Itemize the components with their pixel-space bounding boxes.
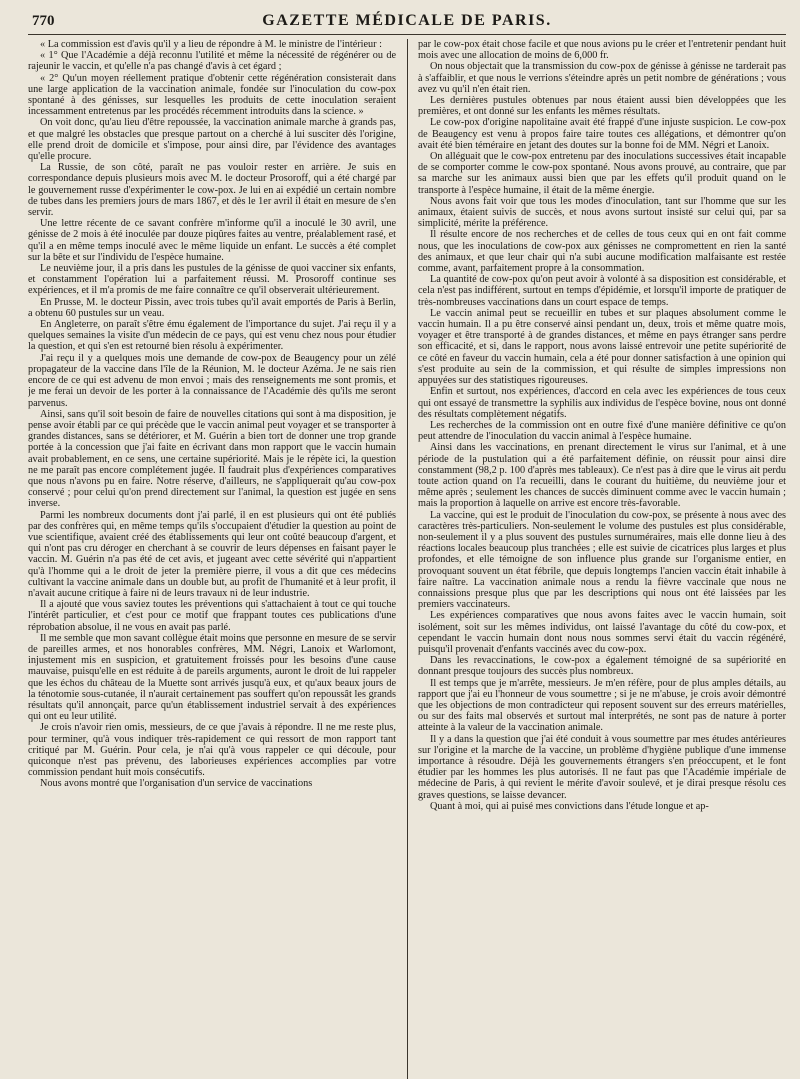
paragraph: Je crois n'avoir rien omis, messieurs, de ce que j'avais à répondre. Il ne me reste plus, pour terminer, qu'à vous indiquer très-rapidement ce qui ressort de mon rapport tant critiqué par M. Guérin. Pour cela, je n'ai qu'à vous rappeler ce qui découle, pour quiconque n'est pas prévenu, des laborieuses expériences accomplies par votre commission pendant huit mois consécutifs. <box>28 722 396 779</box>
text-columns <box>28 39 786 1079</box>
paragraph: Il résulte encore de nos recherches et de celles de tous ceux qui en ont fait comme nous, que les inoculations de cow-pox aux génisses ne compromettent en rien la santé des animaux, et que leur chair qui n'a subi aucune modification malfaisante est restée comme, avant, parfaitement propre à la consommation. <box>418 229 786 275</box>
paragraph: La quantité de cow-pox qu'on peut avoir à volonté à sa disposition est considérable, et cela n'est pas indifférent, surtout en temps d'épidémie, et lorsqu'il importe de pratiquer de très-nombreuses vaccinations dans un court espace de temps. <box>418 274 786 308</box>
paragraph: Les recherches de la commission ont en outre fixé d'une manière définitive ce qu'on peut attendre de l'inoculation du vaccin animal à l'espèce humaine. <box>418 419 786 443</box>
paragraph: Enfin et surtout, nos expériences, d'accord en cela avec les expériences de tous ceux qui ont essayé de transmettre la syphilis aux individus de l'espèce bovine, nous ont donné des résultats complètement négatifs. <box>418 386 786 420</box>
paragraph: Ainsi dans les vaccinations, en prenant directement le virus sur l'animal, et à une période de la pustulation qui a été parfaitement définie, on réussit pour ainsi dire constamment (98,2 p. 100 d'après mes tableaux). Ce n'est pas à dire que le virus ait perdu toute action quand on l'a recueilli, dans le courant du huitième, du neuvième jour et même après ; seulement les chances de succès diminuent comme avec le vaccin humain ; mais la proportion à laquelle on arrive est encore très-favorable. <box>418 442 786 510</box>
paragraph: La Russie, de son côté, paraît ne pas vouloir rester en arrière. Je suis en correspondance depuis plusieurs mois avec M. le docteur Prosoroff, qui a été chargé par le gouvernement russe d'expérimenter le cow-pox. Je lui en ai expédié un certain nombre de tubes dans les premiers jours de mars 1867, et dès le 1er avril il était en mesure de s'en servir. <box>28 162 396 219</box>
paragraph: « 1° Que l'Académie a déjà reconnu l'utilité et même la nécessité de régénérer ou de rajeunir le vaccin, et qu'elle n'a pas changé d'avis à cet égard ; <box>28 50 396 73</box>
paragraph: Dans les revaccinations, le cow-pox a également témoigné de sa supériorité en donnant presque toujours des succès plus nombreux. <box>418 655 786 678</box>
paragraph: Il me semble que mon savant collègue était moins que personne en mesure de se servir de pareilles armes, et nos honorables confrères, MM. Négri, Lanoix et Warlomont, injustement mis en suspicion, et gratuitement froissés pour les besoins d'une cause mauvaise, puisqu'elle en est réduite à de pareils arguments, auront le droit de lui rappeler que les échos du château de la Muette sont arrivés jusqu'à eux, et qu'aux beaux jours de la ténotomie sous-cutanée, il n'aurait certainement pas souffert qu'on repoussât les grands résultats qu'il annonçait, parce qu'un établissement industriel servait à des expériences qui ont eu leur utilité. <box>28 632 396 723</box>
paragraph: Les dernières pustules obtenues par nous étaient aussi bien développées que les premières, et ont donné sur les enfants les mêmes résultats. <box>418 95 786 118</box>
right-column <box>418 39 786 1079</box>
paragraph: Il a ajouté que vous saviez toutes les préventions qui s'attachaient à tout ce qui touche l'intérêt particulier, et c'est pour ce motif que frappant toutes ces publications d'une réprobation absolue, il ne vous en avait pas parlé. <box>28 599 396 633</box>
column-rule <box>407 39 408 1079</box>
paragraph: Les expériences comparatives que nous avons faites avec le vaccin humain, soit isolément, soit sur les mêmes individus, ont laissé l'avantage du côté du cow-pox, et cependant le vaccin humain dont nous nous sommes servi était du vaccin régénéré, puisqu'il provenait d'enfants vaccinés avec du cow-pox. <box>418 610 786 655</box>
paragraph: On nous objectait que la transmission du cow-pox de génisse à génisse ne tarderait pas à s'affaiblir, et que nous le verrions s'éteindre après un petit nombre de générations ; vous avez vu qu'il n'en était rien. <box>418 61 786 95</box>
paragraph: En Angleterre, on paraît s'être ému également de l'importance du sujet. J'ai reçu il y a quelques semaines la visite d'un médecin de ce pays, qui est venu chez nous pour étudier la question, et qui s'en est retourné bien résolu à expérimenter. <box>28 319 396 353</box>
paragraph: Nous avons montré que l'organisation d'un service de vaccinations <box>40 778 313 790</box>
paragraph: Le cow-pox d'origine napolitaine avait été frappé d'une injuste suspicion. Le cow-pox de Beaugency est venu à propos faire taire toutes ces allégations, et démontrer qu'on avait été bien téméraire en jetant des doutes sur la bonne foi de MM. Négri et Lanoix. <box>418 117 786 151</box>
running-head: GAZETTE MÉDICALE DE PARIS. <box>262 12 552 29</box>
paragraph: J'ai reçu il y a quelques mois une demande de cow-pox de Beaugency pour un zélé propagateur de la vaccine dans l'île de la Réunion, M. le docteur Azéma. Je ne sais rien encore de ce qui est advenu de mon envoi ; mais des renseignements me sont promis, et je me ferai un devoir de les porter à la connaissance de l'Académie dès qu'ils me seront parvenus. <box>28 352 396 409</box>
paragraph: Ainsi, sans qu'il soit besoin de faire de nouvelles citations qui sont à ma disposition, je pense avoir établi par ce qui précède que le vaccin animal peut voyager et se transporter à grandes distances, sans se détériorer, et M. Guérin a bien tort de donner une trop grande portée à la concession que j'ai faite en écrivant dans mon rapport que le vaccin humain avait probablement, en ce sens, une certaine supériorité. Mais je le répète ici, la question ne me paraît pas encore complétement jugée. Il faudrait plus d'expériences comparatives que nous n'avons pu en faire. Notre réserve, d'ailleurs, ne s'appliquerait qu'au cow-pox conservé ; pour celui qu'on prend directement sur l'animal, la question est jugée en sens inverse. <box>28 408 396 510</box>
page-number: 770 <box>32 13 55 29</box>
page-header <box>28 12 786 35</box>
left-column <box>28 39 396 1079</box>
paragraph: Une lettre récente de ce savant confrère m'informe qu'il a inoculé le 30 avril, une génisse de 2 mois à été inoculée par douze piqûres faites au ventre, préalablement rasé, et qu'il a en même temps inoculé avec le même liquide un enfant. Le succès a été complet sur la bête et sur l'individu de l'espèce humaine. <box>28 218 396 263</box>
paragraph: On voit donc, qu'au lieu d'être repoussée, la vaccination animale marche à grands pas, et que malgré les obstacles que presque partout on a cherché à lui susciter dès l'origine, elle prend droit de domicile et s'impose, pour ainsi dire, par l'évidence des avantages qu'elle procure. <box>28 117 396 163</box>
paragraph: On alléguait que le cow-pox entretenu par des inoculations successives était incapable de se comporter comme le cow-pox spontané. Nous avons prouvé, au contraire, que par sa marche sur les animaux aussi bien que par les effets qu'il produit quand on le transporte à l'espèce humaine, il était de la même énergie. <box>418 151 786 196</box>
paragraph: « La commission est d'avis qu'il y a lieu de répondre à M. le ministre de l'intérieur : <box>40 39 382 50</box>
paragraph: « 2° Qu'un moyen réellement pratique d'obtenir cette régénération consisterait dans une large application de la vaccination animale, fondée sur l'inoculation du cow-pox spontané à des génisses, sur lesquelles les produits de cette inoculation seraient incessamment entretenus par les procédés récemment introduits dans la science. » <box>28 72 396 118</box>
paragraph: par le cow-pox était chose facile et que nous avions pu le créer et l'entretenir pendant huit mois avec une allocation de moins de 6,000 fr. <box>418 39 786 62</box>
paragraph: La vaccine, qui est le produit de l'inoculation du cow-pox, se présente à nous avec des caractères très-particuliers. Non-seulement le volume des pustules est plus considérable, non-seulement il y a plus souvent des pustules surnuméraires, mais elle donne lieu à des réactions locales beaucoup plus tranchées ; elle est suivie de cicatrices plus larges et plus profondes, et elle témoigne de son influence plus grande sur l'organisme entier, en provoquant souvent un état fébrile, que depuis longtemps l'ancien vaccin était inhabile à faire naître. La vaccination animale nous a rendu la fièvre vaccinale que nous ne connaissions presque plus que par les descriptions qui nous ont été laissées par les premiers vaccinateurs. <box>418 509 786 611</box>
paragraph: Quant à moi, qui ai puisé mes convictions dans l'étude longue et ap- <box>430 800 709 812</box>
paragraph: Il y a dans la question que j'ai été conduit à vous soumettre par mes études antérieures sur l'origine et la marche de la vaccine, un problème d'hygiène publique d'une immense importance à résoudre. Déjà les gouvernements étrangers s'en préoccupent, et le font étudier par les hommes les plus autorisés. Il ne faut pas que l'Académie impériale de médecine de Paris, à qui revient le mérite d'avoir soulevé, et je dirai presque résolu ces graves questions, se laisse devancer. <box>418 733 786 801</box>
paragraph: Le vaccin animal peut se recueillir en tubes et sur plaques absolument comme le vaccin humain. Il a pu être conservé ainsi pendant un, deux, trois et même quatre mois, voyager et être transporté à de grandes distances, et même en pays étranger sans perdre son efficacité, et si, dans le rapport, nous avons laissé entrevoir une petite supériorité de ce côté en faveur du vaccin humain, cela a été pour donner satisfaction à une opinion qui s'est produite au sein de la commission, et qui résulte de simples impressions non appuyées sur des statistiques rigoureuses. <box>418 307 786 387</box>
paragraph: Il est temps que je m'arrête, messieurs. Je m'en réfère, pour de plus amples détails, au rapport que j'ai eu l'honneur de vous soumettre ; si je ne m'abuse, je crois avoir démontré que les objections de mon contradicteur qui reposent souvent sur des erreurs matérielles, ou sur des faits mal observés et surtout mal interprétés, ne sont pas de nature à porter atteinte à la valeur de la vaccination animale. <box>418 677 786 734</box>
paragraph: Le neuvième jour, il a pris dans les pustules de la génisse de quoi vacciner six enfants, et constamment l'opération lui a parfaitement réussi. M. Prosoroff continue ses expériences, et il m'a promis de me faire connaître ce qu'il observerait ultérieurement. <box>28 263 396 297</box>
paragraph: En Prusse, M. le docteur Pissin, avec trois tubes qu'il avait emportés de Paris à Berlin, a obtenu 60 pustules sur un veau. <box>28 296 396 319</box>
paragraph: Nous avons fait voir que tous les modes d'inoculation, tant sur l'homme que sur les animaux, étaient suivis de succès, et nous avons surtout insisté sur celui qui, par sa simplicité, mérite la préférence. <box>418 195 786 230</box>
paragraph: Parmi les nombreux documents dont j'ai parlé, il en est plusieurs qui ont été publiés par des confrères qui, en même temps qu'ils s'occupaient d'étudier la question au point de vue scientifique, avaient créé des établissements qui leur ont coûté beaucoup d'argent, et qui n'ont pas cru déroger en cherchant à se couvrir de leurs dépenses en faisant payer le vaccin. M. Guérin n'a pas été de cet avis, et jugeant avec cette sévérité qui n'appartient qu'à l'homme qui a le droit de jeter la première pierre, il vous a dit que ces médecins cultivant la vaccine animale dans un double but, au profit de l'humanité et à leur profit, il n'avait aucune critique à faire ni de leurs travaux ni de leur industrie. <box>28 509 396 599</box>
